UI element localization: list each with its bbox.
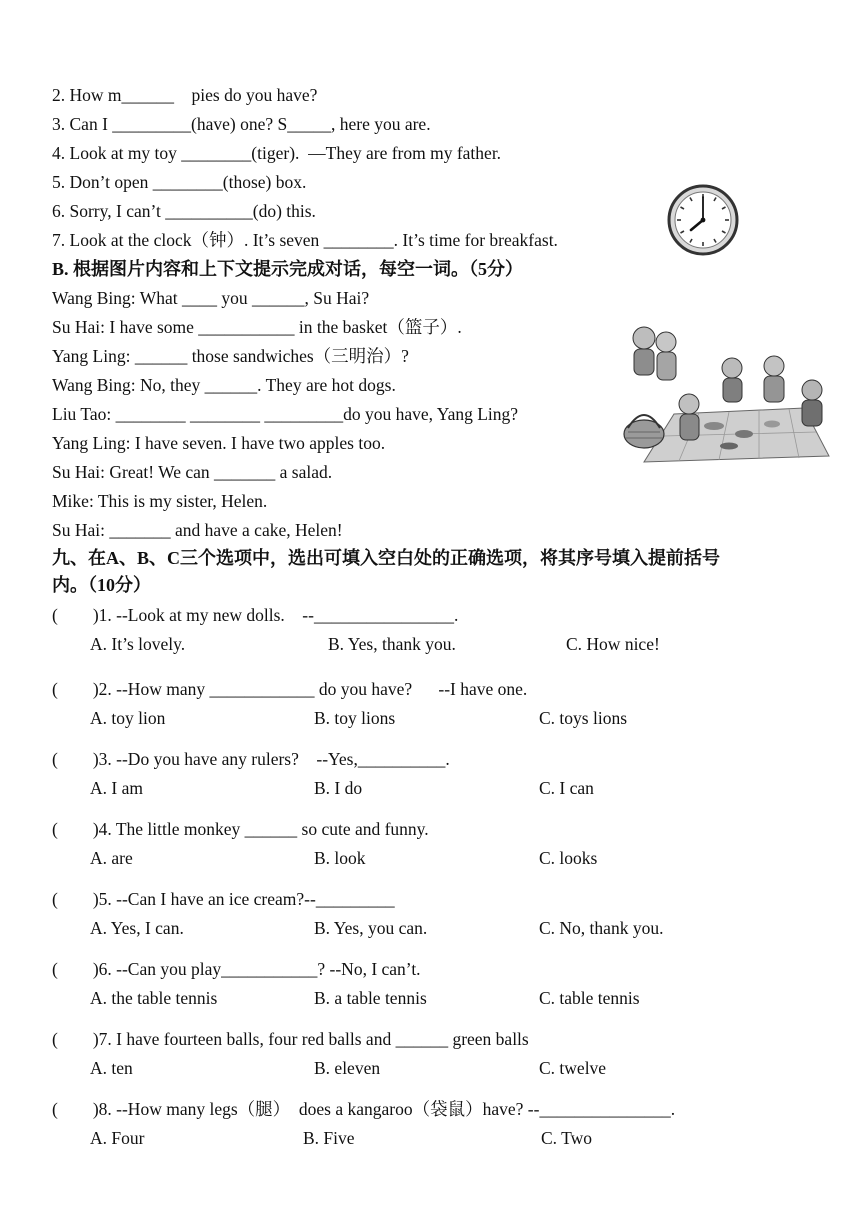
question-a5: 5. Don’t open ________(those) box. xyxy=(52,172,307,192)
option-c: C. I can xyxy=(539,778,594,798)
question-a3: 3. Can I _________(have) one? S_____, here you are. xyxy=(52,114,431,134)
dialogue-line: Liu Tao: ________ ________ _________do you have, Yang Ling? xyxy=(52,404,519,424)
part-b-heading: B. 根据图片内容和上下文提示完成对话，每空一词。（5分） xyxy=(52,259,524,279)
option-a: A. Yes, I can. xyxy=(90,918,184,938)
question-a7: 7. Look at the clock（钟）. It’s seven ________. It’s time for breakfast. xyxy=(52,230,558,250)
dialogue-line: Yang Ling: I have seven. I have two apples too. xyxy=(52,433,386,453)
option-a: A. ten xyxy=(90,1058,133,1078)
option-c: C. No, thank you. xyxy=(539,918,664,938)
option-c: C. table tennis xyxy=(539,988,640,1008)
option-a: A. toy lion xyxy=(90,708,166,728)
option-b: B. Five xyxy=(303,1128,355,1148)
option-b: B. I do xyxy=(314,778,363,798)
mc-question-stem: ( )8. --How many legs（腿） does a kangaroo（袋鼠）have? --_______________. xyxy=(52,1099,676,1119)
mc-question-stem: ( )2. --How many ____________ do you have? --I have one. xyxy=(52,679,528,699)
dialogue-line: Su Hai: Great! We can _______ a salad. xyxy=(52,462,333,482)
mc-question-stem: ( )3. --Do you have any rulers? --Yes,__________. xyxy=(52,749,450,769)
option-c: C. toys lions xyxy=(539,708,628,728)
option-b: B. Yes, you can. xyxy=(314,918,428,938)
option-a: A. the table tennis xyxy=(90,988,218,1008)
option-a: A. I am xyxy=(90,778,143,798)
clock-illustration xyxy=(666,183,740,257)
option-b: B. toy lions xyxy=(314,708,396,728)
option-a: A. are xyxy=(90,848,133,868)
mc-question-stem: ( )6. --Can you play___________? --No, I can’t. xyxy=(52,959,421,979)
option-b: B. a table tennis xyxy=(314,988,427,1008)
option-c: C. twelve xyxy=(539,1058,607,1078)
mc-question-stem: ( )5. --Can I have an ice cream?--_________ xyxy=(52,889,395,909)
mc-question-stem: ( )4. The little monkey ______ so cute and funny. xyxy=(52,819,429,839)
section9-heading: 九、在A、B、C三个选项中，选出可填入空白处的正确选项，将其序号填入提前括号 xyxy=(52,548,721,568)
dialogue-line: Mike: This is my sister, Helen. xyxy=(52,491,268,511)
mc-question-stem: ( )7. I have fourteen balls, four red balls and ______ green balls xyxy=(52,1029,529,1049)
dialogue-line: Wang Bing: No, they ______. They are hot dogs. xyxy=(52,375,396,395)
question-a4: 4. Look at my toy ________(tiger). —They are from my father. xyxy=(52,143,502,163)
question-a6: 6. Sorry, I can’t __________(do) this. xyxy=(52,201,316,221)
option-c: C. How nice! xyxy=(566,634,660,654)
option-b: B. eleven xyxy=(314,1058,381,1078)
option-a: A. Four xyxy=(90,1128,145,1148)
section9-heading-cont: 内。（10分） xyxy=(52,575,151,595)
dialogue-line: Yang Ling: ______ those sandwiches（三明治）? xyxy=(52,346,409,366)
question-a2: 2. How m______ pies do you have? xyxy=(52,85,318,105)
dialogue-line: Su Hai: I have some ___________ in the basket（篮子）. xyxy=(52,317,462,337)
picnic-illustration xyxy=(604,316,836,466)
option-b: B. Yes, thank you. xyxy=(328,634,456,654)
option-b: B. look xyxy=(314,848,366,868)
option-c: C. looks xyxy=(539,848,598,868)
mc-question-stem: ( )1. --Look at my new dolls. --________________. xyxy=(52,605,459,625)
dialogue-line: Su Hai: _______ and have a cake, Helen! xyxy=(52,520,343,540)
dialogue-line: Wang Bing: What ____ you ______, Su Hai? xyxy=(52,288,370,308)
option-a: A. It’s lovely. xyxy=(90,634,186,654)
option-c: C. Two xyxy=(541,1128,592,1148)
